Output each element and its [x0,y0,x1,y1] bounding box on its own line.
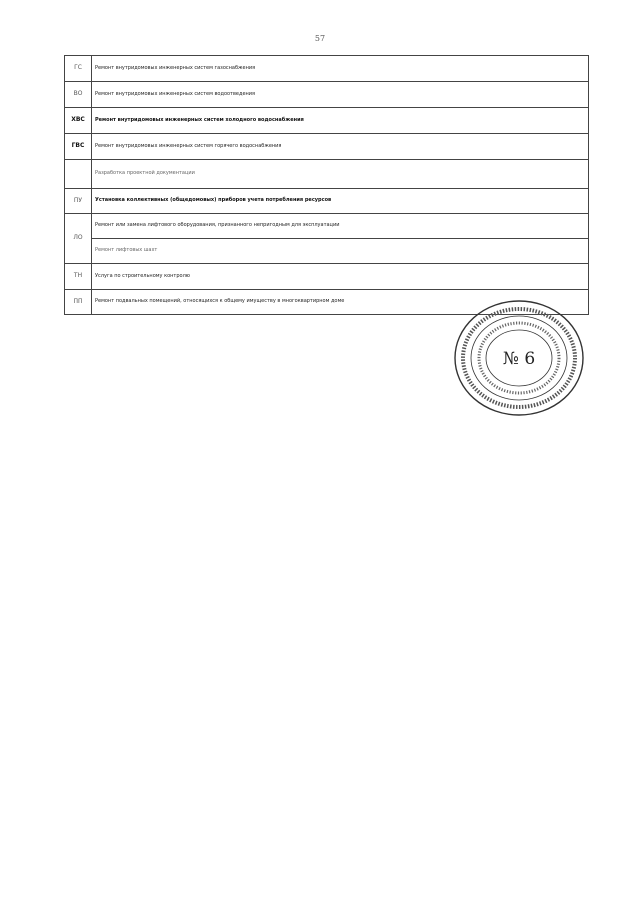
row-description: Ремонт внутридомовых инженерных систем водоотведения [92,82,589,108]
row-code: ВО [65,82,92,108]
table-row [65,108,589,134]
row-description: Разработка проектной документации [92,160,589,189]
row-code: ГС [65,56,92,82]
row-description: Услуга по строительному контролю [92,264,589,290]
table-row [65,160,589,189]
table-row [65,134,589,160]
row-description: Ремонт лифтовых шахт [92,239,589,264]
row-description: Ремонт внутридомовых инженерных систем горячего водоснабжения [92,134,589,160]
table-row [65,264,589,290]
row-description: Ремонт внутридомовых инженерных систем газоснабжения [92,56,589,82]
row-description: Ремонт подвальных помещений, относящихся к общему имуществу в многоквартирном доме [92,290,589,315]
table-row [65,214,589,239]
row-code [65,160,92,189]
row-code: ГВС [65,134,92,160]
row-code: ХВС [65,108,92,134]
table-row [65,56,589,82]
page-number: 57 [314,34,326,43]
row-description: Ремонт внутридомовых инженерных систем холодного водоснабжения [92,108,589,134]
row-description: Установка коллективных (общедомовых) приборов учета потребления ресурсов [92,189,589,214]
row-code: ТН [65,264,92,290]
row-code: ЛО [65,214,92,264]
row-description: Ремонт или замена лифтового оборудования, признанного непригодным для эксплуатации [92,214,589,239]
seal-number: № 6 [502,349,536,369]
table-row [65,239,589,264]
table-row [65,82,589,108]
row-code: ПУ [65,189,92,214]
organization-seal [452,298,586,418]
table-row [65,189,589,214]
row-code: ПП [65,290,92,315]
work-types-table [64,55,589,315]
